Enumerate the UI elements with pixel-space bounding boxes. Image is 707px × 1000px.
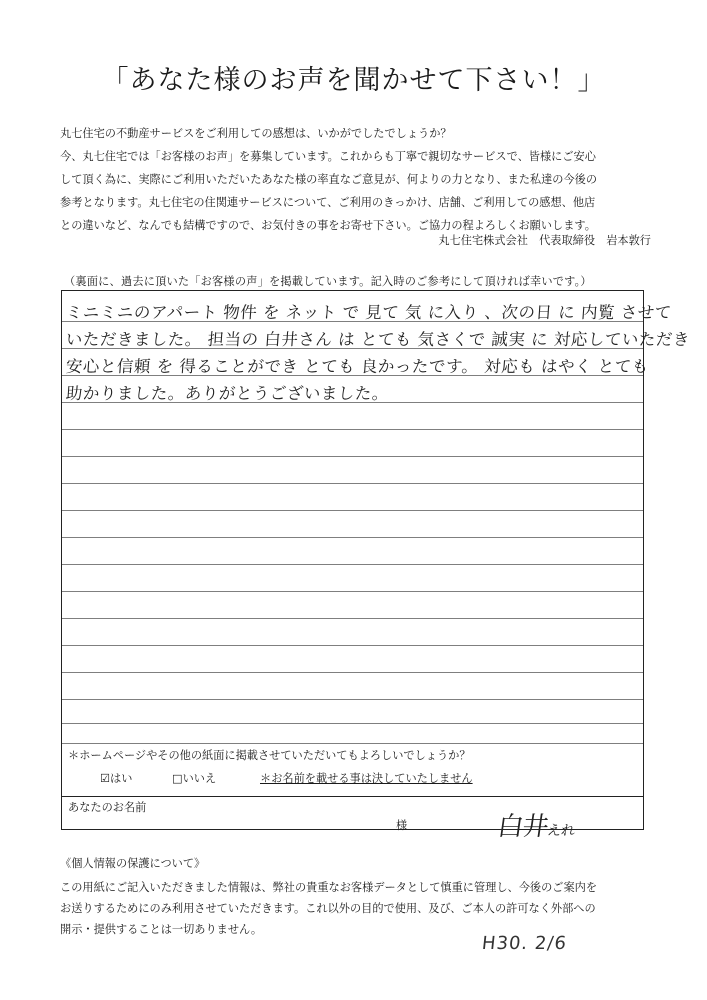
intro-line: 丸七住宅の不動産サービスをご利用しての感想は、いかがでしたでしょうか？ — [60, 127, 452, 140]
privacy-heading: 《個人情報の保護について》 — [60, 857, 206, 870]
ruled-line — [62, 456, 643, 457]
ruled-line — [62, 483, 643, 484]
consent-no-checkbox[interactable]: □いいえ — [172, 772, 217, 785]
ruled-line — [62, 723, 643, 724]
comment-form — [61, 290, 691, 842]
intro-line: して頂く為に、実際にご利用いただいたあなた様の率直なご意見が、何よりの力となり、また私達の今後の — [60, 173, 598, 186]
ruled-line — [62, 537, 643, 538]
comment-line: いただきました。 担当の 白井さん は とても 気さくで 誠実 に 対応していただき — [65, 330, 691, 349]
comment-line: 安心と信頼 を 得ることができ とても 良かったです。 対応も はやく とても — [65, 357, 650, 376]
intro-line: 今、丸七住宅では「お客様のお声」を募集しています。これからも丁寧で親切なサービスで、皆様にご安心 — [60, 150, 596, 163]
ruled-line — [62, 645, 643, 646]
reference-note: （裏面に、過去に頂いた「お客様の声」を掲載しています。記入時のご参考にして頂ければ幸いです。） — [64, 275, 592, 288]
privacy-line: この用紙にご記入いただきました情報は、弊社の貴重なお客様データとして慎重に管理し、今後のご案内を — [60, 881, 598, 894]
ruled-line — [62, 429, 643, 430]
company-signature: 丸七住宅株式会社 代表取締役 岩本敦行 — [438, 234, 651, 247]
customer-name-suffix: えれ — [545, 823, 577, 839]
honorific-label: 様 — [396, 819, 408, 832]
ruled-line — [62, 672, 643, 673]
ruled-line — [62, 743, 643, 744]
handwritten-date: H30. 2/6 — [480, 933, 568, 954]
name-field-row — [62, 796, 643, 842]
intro-line: 参考となります。丸七住宅の住関連サービスについて、ご利用のきっかけ、店舗、ご利用しての感想、他店 — [60, 196, 596, 209]
consent-question: ＊ホームページやその他の紙面に掲載させていただいてもよろしいでしょうか？ — [68, 749, 471, 762]
name-label: あなたのお名前 — [68, 801, 147, 814]
comment-line: ミニミニのアパート 物件 を ネット で 見て 気 に入り 、次の日 に 内覧 させて — [65, 303, 673, 322]
ruled-line — [62, 699, 643, 700]
customer-name: 白井 — [495, 812, 550, 842]
privacy-line: お送りするためにのみ利用させていただきます。これ以外の目的で使用、及び、ご本人の許可なく外部への — [60, 902, 596, 915]
page-title: 「あなた様のお声を聞かせて下さい！」 — [101, 65, 606, 96]
ruled-line — [62, 564, 643, 565]
consent-yes-checkbox[interactable]: ☑はい — [100, 772, 133, 785]
intro-text — [60, 122, 660, 237]
name-privacy-note: ＊お名前を載せる事は決していたしません — [260, 772, 473, 785]
ruled-line — [62, 510, 643, 511]
privacy-text — [60, 877, 670, 940]
comment-line: 助かりました。ありがとうございました。 — [65, 384, 390, 403]
customer-name-field[interactable] — [495, 806, 578, 843]
intro-line: との違いなど、なんでも結構ですので、お気付きの事をお寄せ下さい。ご協力の程よろしくお願いします。 — [60, 219, 596, 232]
privacy-line: 開示・提供することは一切ありません。 — [60, 923, 263, 936]
ruled-line — [62, 618, 643, 619]
ruled-line — [62, 591, 643, 592]
